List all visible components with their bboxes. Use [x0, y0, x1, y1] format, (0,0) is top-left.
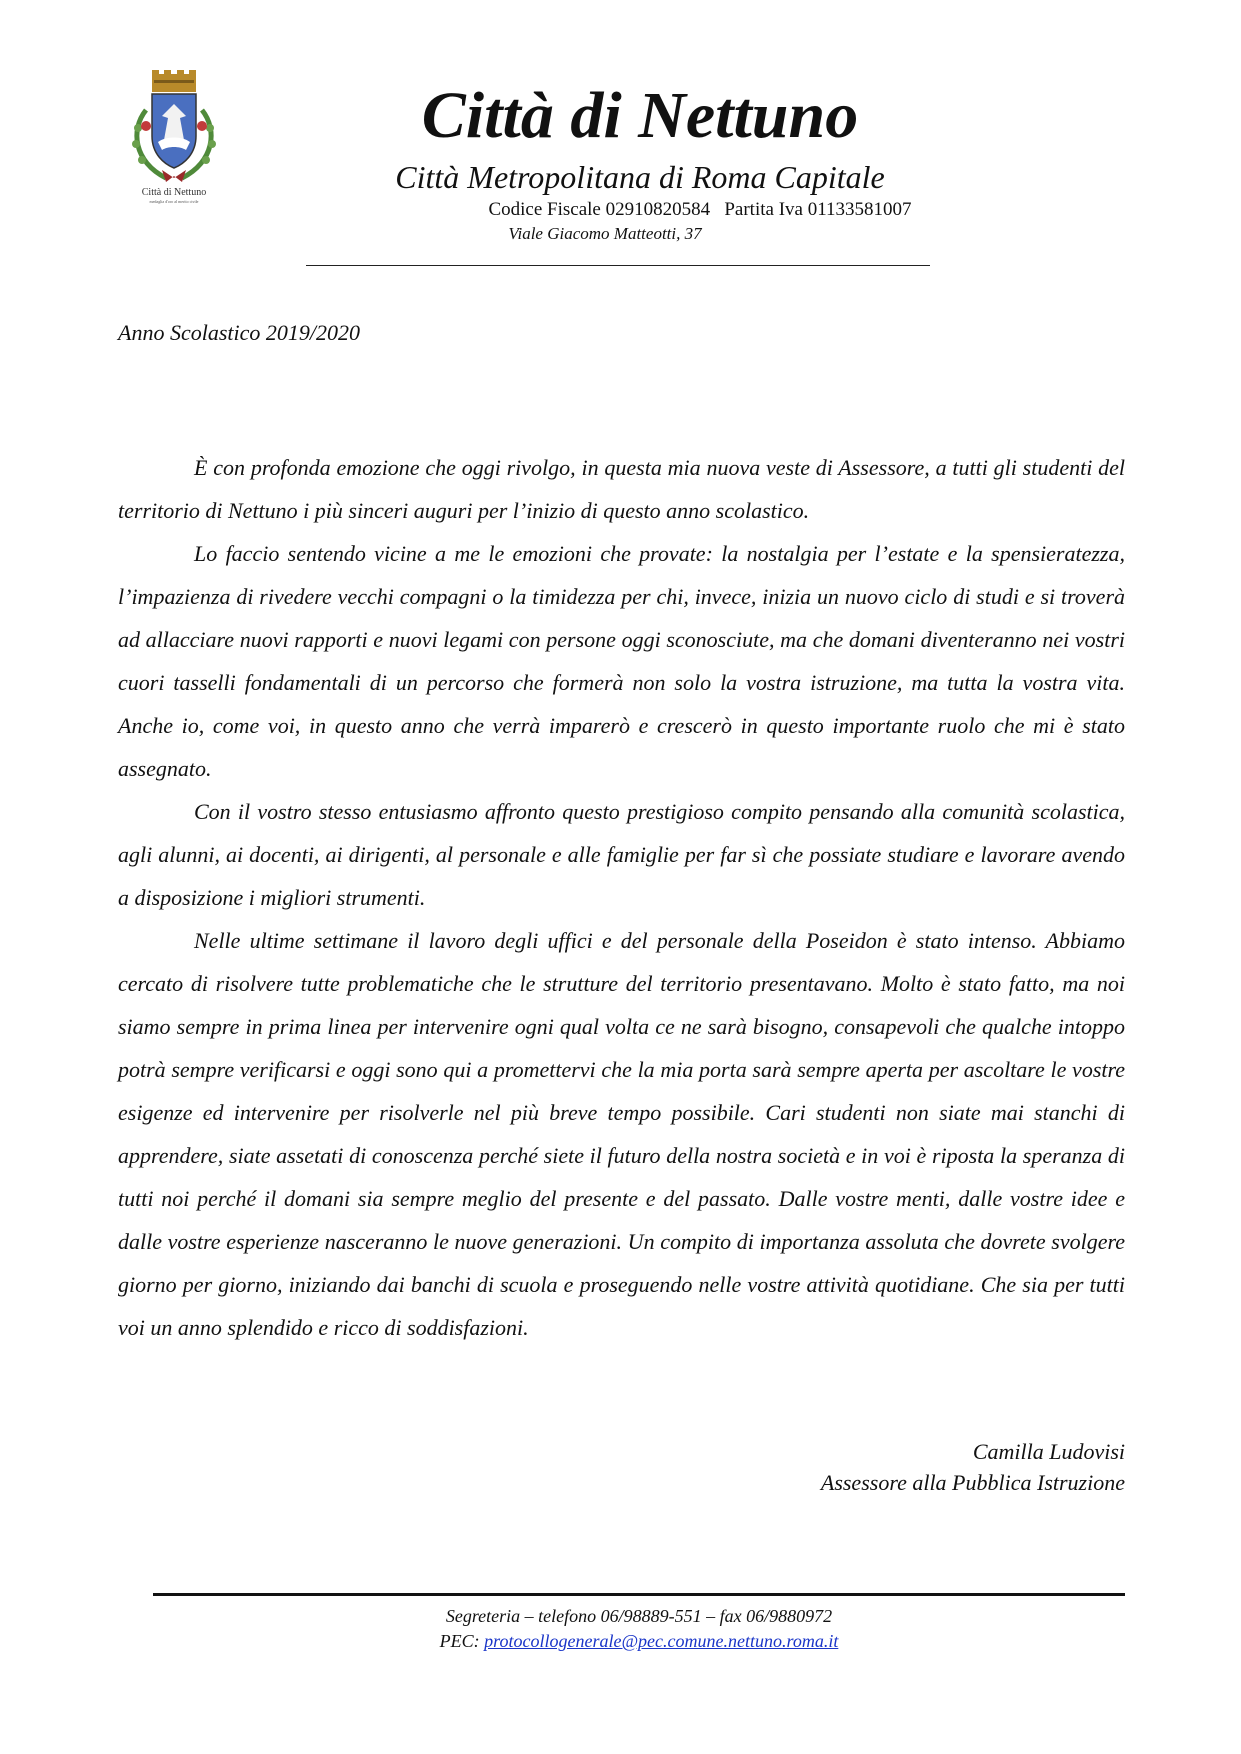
- metropolitan-city-title: Città Metropolitana di Roma Capitale: [395, 159, 885, 195]
- signature-block: [821, 1436, 1125, 1498]
- ribbon-icon: [162, 170, 186, 182]
- school-year-heading: Anno Scolastico 2019/2020: [118, 320, 360, 345]
- coat-of-arms-emblem: [126, 70, 222, 186]
- letter-paragraph: È con profonda emozione che oggi rivolgo, in questa mia nuova veste di Assessore, a tutti gli studenti del territorio di Nettuno i più sinceri auguri per l’inizio di questo anno scolastico.: [118, 455, 1125, 523]
- letter-paragraph: Nelle ultime settimane il lavoro degli uffici e del personale della Poseidon è stato intenso. Abbiamo cercato di risolvere tutte problematiche che le strutture del territorio presentavano. Molto è stato fatto, ma noi siamo sempre in prima linea per intervenire ogni qual volta ce ne sarà bisogno, consapevoli che qualche intoppo potrà sempre verificarsi e oggi sono qui a promettervi che la mia porta sarà sempre aperta per ascoltare le vostre esigenze ed intervenire per risolverle nel più breve tempo possibile. Cari studenti non siate mai stanchi di apprendere, siate assetati di conoscenza perché siete il futuro della nostra società e in voi è riposta la speranza di tutti noi perché il domani sia sempre meglio del presente e del passato. Dalle vostre menti, dalle vostre idee e dalle vostre esperienze nasceranno le nuove generazioni. Un compito di importanza assoluta che dovrete svolgere giorno per giorno, iniziando dai banchi di scuola e proseguendo nelle vostre attività quotidiane. Che sia per tutti voi un anno splendido e ricco di soddisfazioni.: [118, 928, 1125, 1340]
- signatory-name: Camilla Ludovisi: [972, 1439, 1125, 1464]
- logo-caption: Città di Nettuno: [141, 187, 207, 198]
- pec-label: PEC:: [439, 1631, 485, 1651]
- letter-body: [118, 446, 1125, 1349]
- address-line: Viale Giacomo Matteotti, 37: [508, 224, 702, 243]
- letter-paragraph: Con il vostro stesso entusiasmo affronto questo prestigioso compito pensando alla comunità scolastica, agli alunni, ai docenti, ai dirigenti, al personale e alle famiglie per far sì che possiate studiare e lavorare avendo a disposizione i migliori strumenti.: [118, 799, 1125, 910]
- logo-subcaption: medaglia d'oro al merito civile: [149, 199, 199, 204]
- header-divider: [306, 265, 930, 266]
- letter-paragraph: Lo faccio sentendo vicine a me le emozioni che provate: la nostalgia per l’estate e la spensieratezza, l’impazienza di rivedere vecchi compagni o la timidezza per chi, invece, inizia un nuovo ciclo di studi e si troverà ad allacciare nuovi rapporti e nuovi legami con persone oggi sconosciute, ma che domani diventeranno nei vostri cuori tasselli fondamentali di un percorso che formerà non solo la vostra istruzione, ma tutta la vostra vita. Anche io, come voi, in questo anno che verrà imparerò e crescerò in questo importante ruolo che mi è stato assegnato.: [118, 541, 1125, 781]
- city-title: Città di Nettuno: [421, 79, 859, 152]
- footer: [153, 1604, 1125, 1654]
- footer-pec-line: [153, 1629, 1125, 1654]
- signatory-role: Assessore alla Pubblica Istruzione: [820, 1470, 1125, 1495]
- pec-email-link[interactable]: protocollogenerale@pec.comune.nettuno.roma.it: [484, 1631, 839, 1651]
- footer-divider: [153, 1593, 1125, 1596]
- city-coat-of-arms-logo: [126, 70, 222, 208]
- fiscal-codes-line: Codice Fiscale 02910820584 Partita Iva 01133581007: [488, 199, 912, 220]
- footer-contact-line: Segreteria – telefono 06/98889-551 – fax 06/9880972: [445, 1606, 833, 1626]
